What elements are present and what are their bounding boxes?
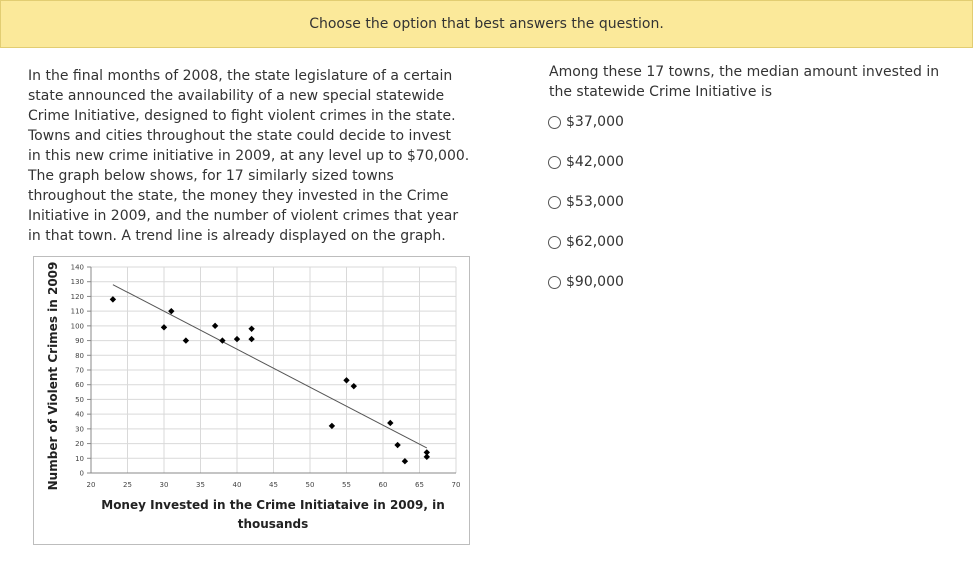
radio-button-icon[interactable] bbox=[548, 276, 561, 289]
data-point bbox=[248, 326, 254, 332]
x-tick-label: 60 bbox=[378, 481, 388, 489]
y-tick-label: 100 bbox=[70, 322, 84, 331]
data-point bbox=[183, 337, 189, 343]
data-point bbox=[351, 383, 357, 389]
answer-option-label: $42,000 bbox=[566, 154, 624, 170]
instruction-text: Choose the option that best answers the question. bbox=[309, 16, 664, 32]
answer-option-5[interactable] bbox=[548, 274, 624, 290]
x-axis-label: thousands bbox=[237, 517, 309, 531]
chart-svg bbox=[34, 257, 469, 544]
answer-option-label: $90,000 bbox=[566, 274, 624, 290]
y-tick-label: 0 bbox=[79, 469, 84, 478]
x-axis-label: Money Invested in the Crime Initiataive in 2009, in bbox=[101, 498, 445, 512]
data-point bbox=[424, 454, 430, 460]
y-tick-label: 40 bbox=[75, 410, 84, 419]
x-tick-label: 65 bbox=[415, 481, 424, 489]
y-tick-label: 90 bbox=[75, 337, 84, 346]
y-tick-label: 120 bbox=[70, 292, 84, 301]
data-point bbox=[212, 323, 218, 329]
radio-button-icon[interactable] bbox=[548, 156, 561, 169]
x-tick-label: 50 bbox=[305, 481, 315, 489]
x-tick-label: 25 bbox=[123, 481, 132, 489]
x-tick-label: 45 bbox=[269, 481, 278, 489]
x-tick-label: 35 bbox=[196, 481, 205, 489]
radio-button-icon[interactable] bbox=[548, 196, 561, 209]
answer-option-4[interactable] bbox=[548, 234, 624, 250]
data-point bbox=[387, 420, 393, 426]
trend-line bbox=[113, 285, 427, 448]
y-tick-label: 30 bbox=[75, 425, 84, 434]
data-point bbox=[343, 377, 349, 383]
x-tick-label: 55 bbox=[342, 481, 351, 489]
x-tick-label: 20 bbox=[86, 481, 96, 489]
answer-option-2[interactable] bbox=[548, 154, 624, 170]
answer-option-label: $37,000 bbox=[566, 114, 624, 130]
question-stem: Among these 17 towns, the median amount invested in the statewide Crime Initiative is bbox=[549, 64, 940, 100]
x-tick-label: 30 bbox=[159, 481, 169, 489]
y-tick-label: 50 bbox=[75, 395, 84, 404]
scatter-chart bbox=[33, 256, 470, 545]
data-point bbox=[248, 336, 254, 342]
answer-option-label: $53,000 bbox=[566, 194, 624, 210]
data-point bbox=[110, 296, 116, 302]
y-axis-label: Number of Violent Crimes in 2009 bbox=[46, 261, 60, 491]
y-tick-label: 140 bbox=[70, 263, 84, 272]
y-tick-label: 110 bbox=[70, 307, 84, 316]
data-point bbox=[234, 336, 240, 342]
answer-option-label: $62,000 bbox=[566, 234, 624, 250]
data-point bbox=[329, 423, 335, 429]
data-point bbox=[402, 458, 408, 464]
instruction-banner bbox=[0, 0, 973, 48]
question-passage: In the final months of 2008, the state legislature of a certain state announced the availability of a new special statewide Crime Initiative, designed to fight violent crimes in the state. Towns and cities throughout the state could decide to invest in this new crime initiative in 2009, at any level up to $70,000. The graph below shows, for 17 similarly sized towns throughout the state, the money they invested in the Crime Initiative in 2009, and the number of violent crimes that year in that town. A trend line is already displayed on the graph. bbox=[28, 68, 470, 244]
y-tick-label: 80 bbox=[75, 351, 84, 360]
radio-button-icon[interactable] bbox=[548, 116, 561, 129]
x-tick-label: 40 bbox=[232, 481, 242, 489]
y-tick-label: 70 bbox=[75, 366, 84, 375]
y-tick-label: 20 bbox=[75, 440, 84, 449]
data-point bbox=[161, 324, 167, 330]
y-tick-label: 130 bbox=[70, 278, 84, 287]
data-point bbox=[394, 442, 400, 448]
y-tick-label: 10 bbox=[75, 454, 84, 463]
answer-option-3[interactable] bbox=[548, 194, 624, 210]
x-tick-label: 70 bbox=[451, 481, 461, 489]
radio-button-icon[interactable] bbox=[548, 236, 561, 249]
y-tick-label: 60 bbox=[75, 381, 84, 390]
answer-option-1[interactable] bbox=[548, 114, 624, 130]
